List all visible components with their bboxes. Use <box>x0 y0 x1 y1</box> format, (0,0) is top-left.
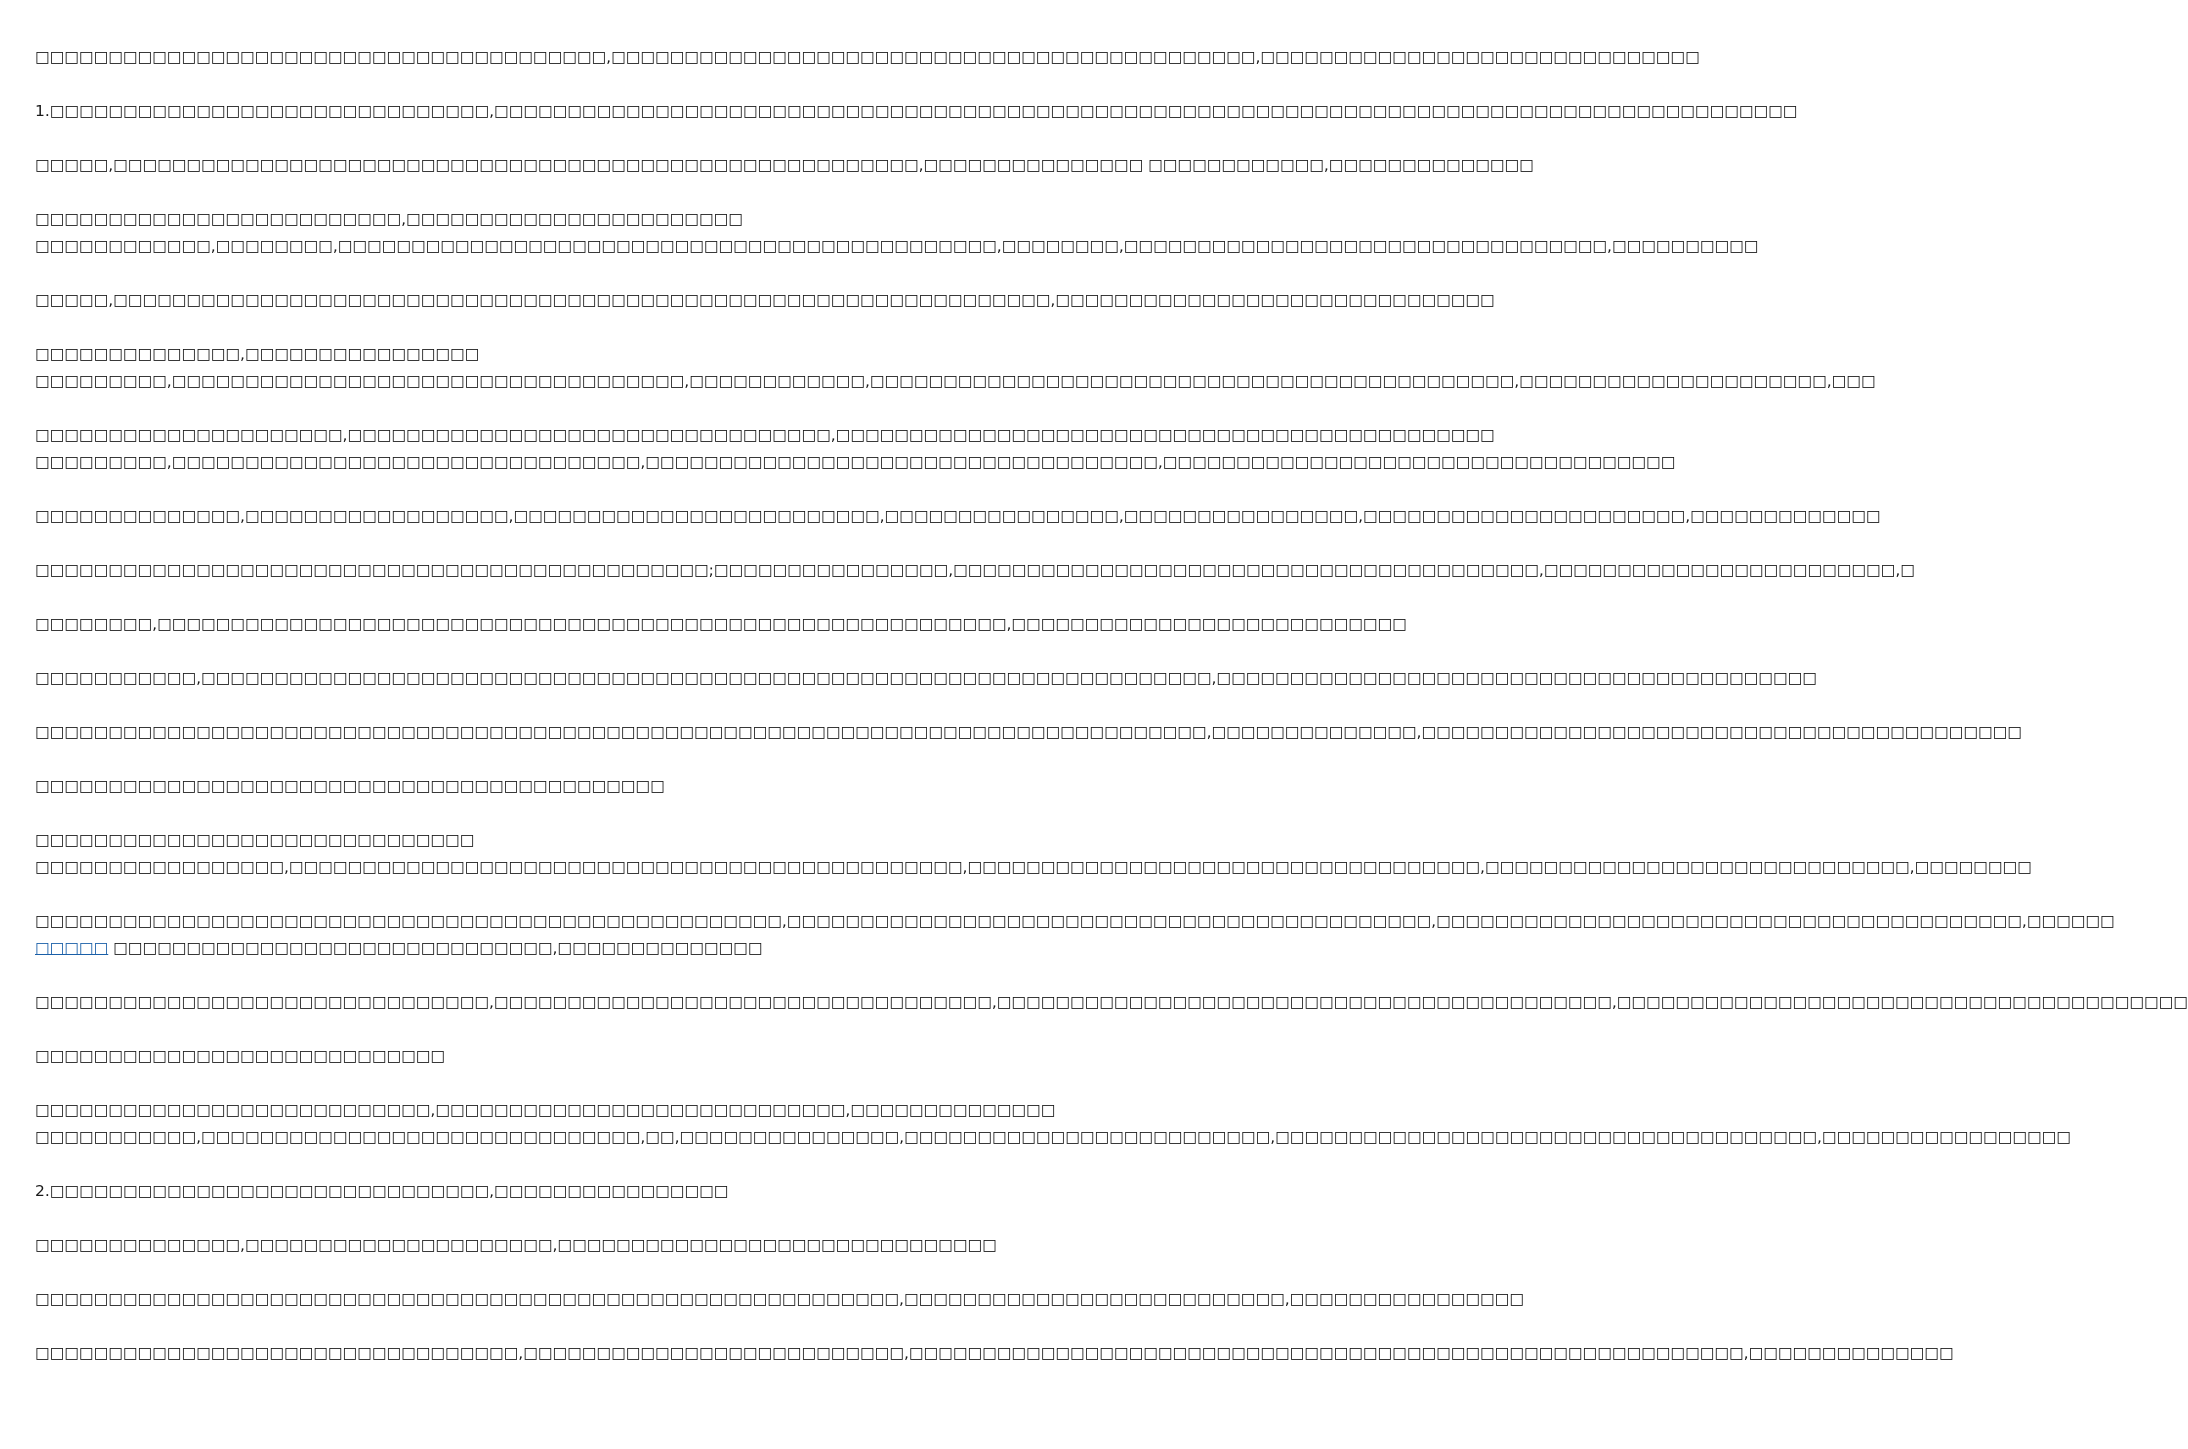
text-line: □□□□□□□□□,□□□□□□□□□□□□□□□□□□□□□□□□□□□□□□□□□□□,□□□□□□□□□□□□,□□□□□□□□□□□□□□□□□□□□□□□□□□□□□□□□□□□□□□□□□□□□,□□□□□□□□□□□□□□□□□□□□□,□□□ <box>35 372 1876 390</box>
text-line: 2.□□□□□□□□□□□□□□□□□□□□□□□□□□□□□□,□□□□□□□□□□□□□□□□ <box>35 1182 729 1200</box>
paragraph <box>35 503 1881 530</box>
text-line: 1.□□□□□□□□□□□□□□□□□□□□□□□□□□□□□□,□□□□□□□□□□□□□□□□□□□□□□□□□□□□□□□□□□□□□□□□□□□□□□□□□□□□□□□□□□□□□□□□□□□□□□□□□□□□□□□□□□□□□□□□□ <box>35 102 1798 120</box>
paragraph <box>35 665 1817 692</box>
paragraph <box>35 287 1495 314</box>
paragraph <box>35 557 1915 584</box>
text-line: □□□□□□□□□□□,□□□□□□□□□□□□□□□□□□□□□□□□□□□□□□□□□□□□□□□□□□□□□□□□□□□□□□□□□□□□□□□□□□□□□,□□□□□□□□□□□□□□□□□□□□□□□□□□□□□□□□□□□□□□□□□ <box>35 669 1817 687</box>
text-line: □□□□□□□□□□□□□□□□□□□□□□□□□□□□□□□□□□□□□□□□□□□ <box>35 777 665 795</box>
paragraph <box>35 1286 1524 1313</box>
text-line: □□□□□□□□□□□□□□□□□□□□□□□□□□□□□□ <box>35 831 475 849</box>
paragraph <box>35 1043 990 1070</box>
paragraph <box>35 44 1700 71</box>
text-line: □□□□□□□□,□□□□□□□□□□□□□□□□□□□□□□□□□□□□□□□□□□□□□□□□□□□□□□□□□□□□□□□□□□,□□□□□□□□□□□□□□□□□□□□□□□□□□□ <box>35 615 1407 633</box>
text-line: □□□□□,□□□□□□□□□□□□□□□□□□□□□□□□□□□□□□□□□□□□□□□□□□□□□□□□□□□□□□□,□□□□□□□□□□□□□□□ □□□□□□□□□□□□,□□□□□□□□□□□□□□ <box>35 156 1534 174</box>
inline-link[interactable]: □□□□□ <box>35 939 109 957</box>
text-after-link: □□□□□□□□□□□□□□□□□□□□□□□□□□□□□□,□□□□□□□□□□□□□□ <box>108 939 763 957</box>
document-body <box>35 44 2188 1394</box>
text-line: □□□□□,□□□□□□□□□□□□□□□□□□□□□□□□□□□□□□□□□□□□□□□□□□□□□□□□□□□□□□□□□□□□□□□□,□□□□□□□□□□□□□□□□□□□□□□□□□□□□□□ <box>35 291 1495 309</box>
text-line: □□□□□□□□□□□□□□□□□□□□□□□□□□□,□□□□□□□□□□□□□□□□□□□□□□□□□□□□,□□□□□□□□□□□□□□ <box>35 1101 1056 1119</box>
text-line: □□□□□□□□□□□□□□□□□□□□□□□□□□□□□□□□□□□□□□□□□□□□□□□□□□□,□□□□□□□□□□□□□□□□□□□□□□□□□□□□□□□□□□□□□□□□□□□□,□□□□□□□□□□□□□□□□□□□□□□□□□□□□□□□□□□□□□□□□,□□□□□□ <box>35 912 2115 930</box>
text-line-with-link <box>35 935 990 962</box>
paragraph <box>35 422 1676 476</box>
paragraph <box>35 341 1876 395</box>
paragraph <box>35 773 990 800</box>
paragraph <box>35 98 1798 125</box>
text-line: □□□□□□□□□,□□□□□□□□□□□□□□□□□□□□□□□□□□□□□□□□,□□□□□□□□□□□□□□□□□□□□□□□□□□□□□□□□□□□,□□□□□□□□□□□□□□□□□□□□□□□□□□□□□□□□□□□ <box>35 453 1676 471</box>
text-line: □□□□□□□□□□□,□□□□□□□□□□□□□□□□□□□□□□□□□□□□□□,□□,□□□□□□□□□□□□□□□,□□□□□□□□□□□□□□□□□□□□□□□□□,□□□□□□□□□□□□□□□□□□□□□□□□□□□□□□□□□□□□□,□□□□□□□□□□□□□□□□□ <box>35 1128 2071 1146</box>
paragraph <box>35 1178 990 1205</box>
text-line: □□□□□□□□□□□□□□,□□□□□□□□□□□□□□□□□□□□□,□□□□□□□□□□□□□□□□□□□□□□□□□□□□□□ <box>35 1236 997 1254</box>
text-line: □□□□□□□□□□□□□□□□□□□□□□□□□□□□ <box>35 1047 446 1065</box>
text-line: □□□□□□□□□□□□□□□□□□□□□□□□□,□□□□□□□□□□□□□□□□□□□□□□□ <box>35 210 743 228</box>
paragraph <box>35 1340 1954 1367</box>
text-line: □□□□□□□□□□□□□□□□□□□□□□□□□□□□□□□□□□□□□□□□□□□□□□□□□□□□□□□□□□□,□□□□□□□□□□□□□□□□□□□□□□□□□□,□□□□□□□□□□□□□□□□ <box>35 1290 1524 1308</box>
paragraph <box>35 152 1534 179</box>
text-line: □□□□□□□□□□□□□□□□□□□□□□□□□□□□□□□□□□□□□□□□□□□□□□□□□□□□□□□□□□□□□□□□□□□□□□□□□□□□□□□□,□□□□□□□□□□□□□□,□□□□□□□□□□□□□□□□□□□□□□□□□□□□□□□□□□□□□□□□□ <box>35 723 2022 741</box>
paragraph <box>35 206 1759 260</box>
paragraph <box>35 989 2188 1016</box>
text-line: □□□□□□□□□□□□,□□□□□□□□,□□□□□□□□□□□□□□□□□□□□□□□□□□□□□□□□□□□□□□□□□□□□□,□□□□□□□□,□□□□□□□□□□□□□□□□□□□□□□□□□□□□□□□□□,□□□□□□□□□□ <box>35 237 1759 255</box>
text-line: □□□□□□□□□□□□□□,□□□□□□□□□□□□□□□□□□,□□□□□□□□□□□□□□□□□□□□□□□□□,□□□□□□□□□□□□□□□□,□□□□□□□□□□□□□□□□,□□□□□□□□□□□□□□□□□□□□□□,□□□□□□□□□□□□□ <box>35 507 1881 525</box>
text-line: □□□□□□□□□□□□□□,□□□□□□□□□□□□□□□□ <box>35 345 480 363</box>
paragraph <box>35 1097 2071 1151</box>
text-line: □□□□□□□□□□□□□□□□□□□□□□□□□□□□□□□,□□□□□□□□□□□□□□□□□□□□□□□□□□□□□□□□□□,□□□□□□□□□□□□□□□□□□□□□□□□□□□□□□□□□□□□□□□□□□,□□□□□□□□□□□□□□□□□□□□□□□□□□□□□□□□□□□□□□□ <box>35 993 2188 1011</box>
paragraph <box>35 1232 997 1259</box>
paragraph <box>35 611 1407 638</box>
text-line: □□□□□□□□□□□□□□□□□□□□□□□□□□□□□□□□□□□□□□□,□□□□□□□□□□□□□□□□□□□□□□□□□□□□□□□□□□□□□□□□□□□□,□□□□□□□□□□□□□□□□□□□□□□□□□□□□□□ <box>35 48 1700 66</box>
paragraph <box>35 827 2032 881</box>
text-line: □□□□□□□□□□□□□□□□□□□□□,□□□□□□□□□□□□□□□□□□□□□□□□□□□□□□□□□,□□□□□□□□□□□□□□□□□□□□□□□□□□□□□□□□□□□□□□□□□□□□□ <box>35 426 1495 444</box>
paragraph <box>35 908 2115 962</box>
paragraph <box>35 719 2022 746</box>
text-line: □□□□□□□□□□□□□□□□□,□□□□□□□□□□□□□□□□□□□□□□□□□□□□□□□□□□□□□□□□□□□□□□,□□□□□□□□□□□□□□□□□□□□□□□□□□□□□□□□□□□,□□□□□□□□□□□□□□□□□□□□□□□□□□□□□,□□□□□□□□ <box>35 858 2032 876</box>
text-line: □□□□□□□□□□□□□□□□□□□□□□□□□□□□□□□□□,□□□□□□□□□□□□□□□□□□□□□□□□□□,□□□□□□□□□□□□□□□□□□□□□□□□□□□□□□□□□□□□□□□□□□□□□□□□□□□□□□□□□,□□□□□□□□□□□□□□ <box>35 1344 1954 1362</box>
text-line: □□□□□□□□□□□□□□□□□□□□□□□□□□□□□□□□□□□□□□□□□□□□□□;□□□□□□□□□□□□□□□□,□□□□□□□□□□□□□□□□□□□□□□□□□□□□□□□□□□□□□□□□,□□□□□□□□□□□□□□□□□□□□□□□□,□ <box>35 561 1915 579</box>
